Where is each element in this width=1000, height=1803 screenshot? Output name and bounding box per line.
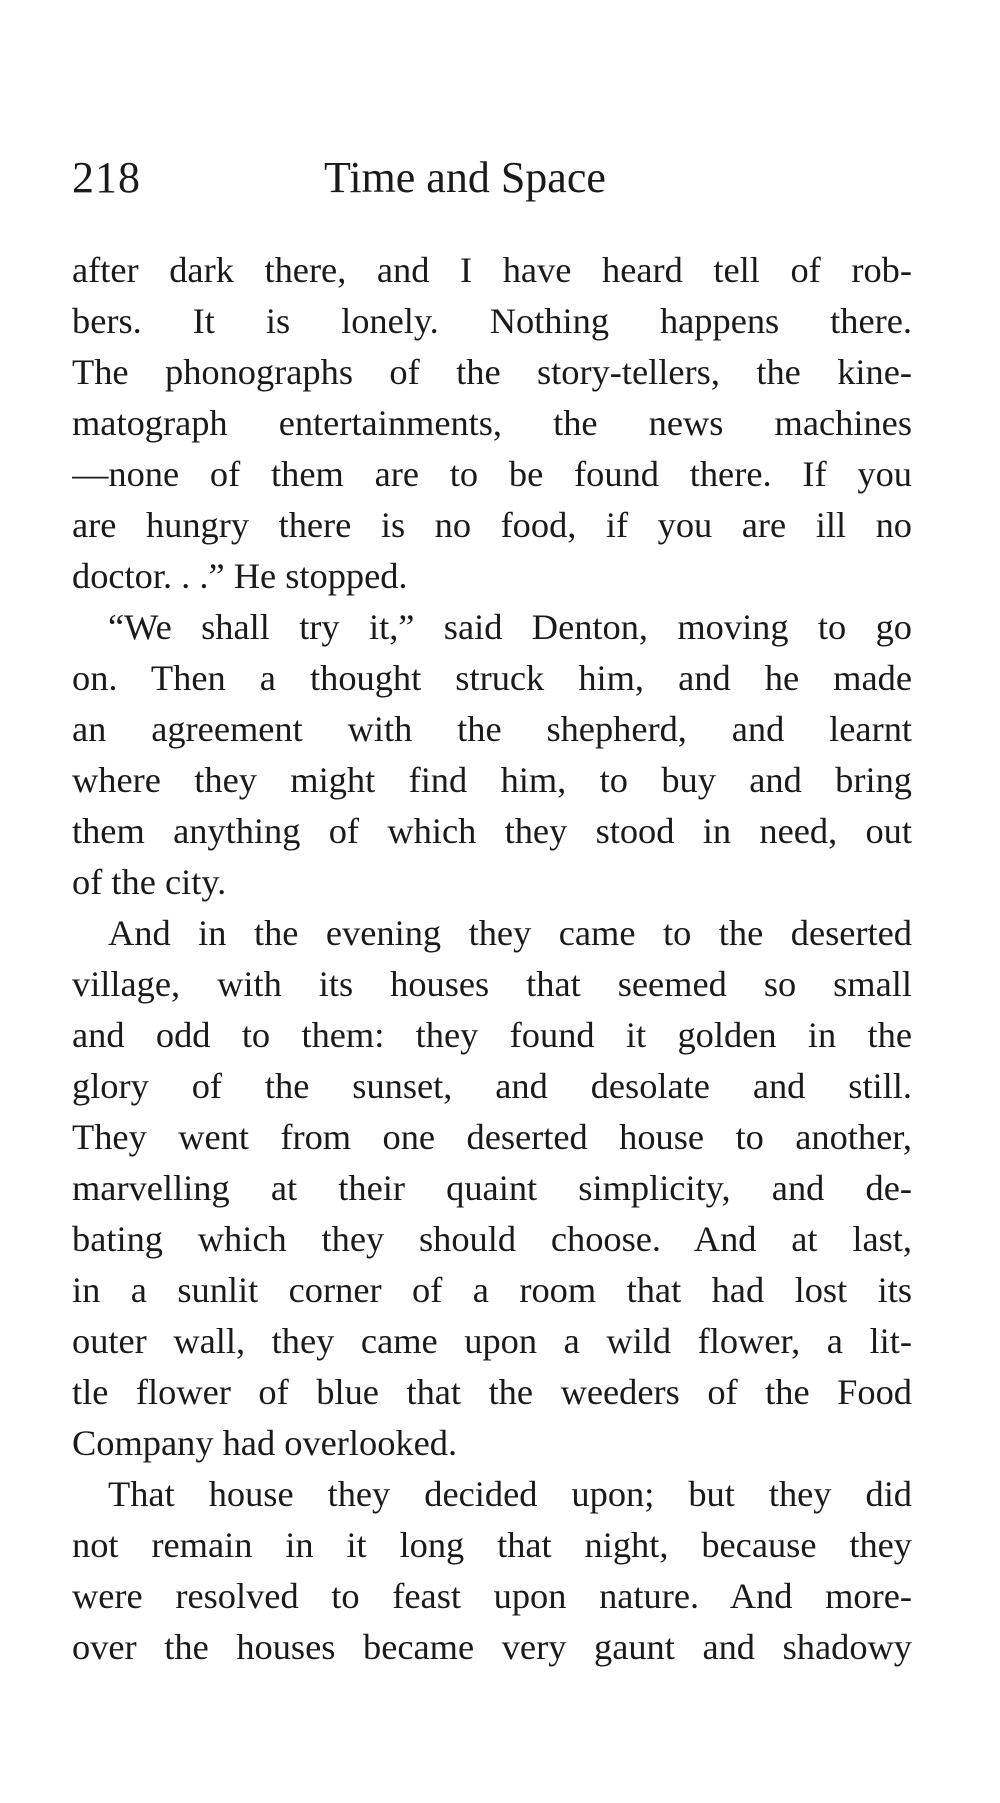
- text-line: an agreement with the shepherd, and learnt: [72, 709, 912, 749]
- text-line: tle flower of blue that the weeders of the Food: [72, 1372, 912, 1412]
- text-line: That house they decided upon; but they did: [108, 1474, 912, 1514]
- text-line: and odd to them: they found it golden in the: [72, 1015, 912, 1055]
- text-line: outer wall, they came upon a wild flower, a lit-: [72, 1321, 912, 1361]
- body-text: [72, 245, 912, 1673]
- text-line: bating which they should choose. And at last,: [72, 1219, 912, 1259]
- text-line: are hungry there is no food, if you are ill no: [72, 505, 912, 545]
- text-line: were resolved to feast upon nature. And more-: [72, 1576, 912, 1616]
- text-line: where they might find him, to buy and bring: [72, 760, 912, 800]
- paragraph-3: [72, 908, 912, 1469]
- text-line: on. Then a thought struck him, and he made: [72, 658, 912, 698]
- text-line: of the city.: [72, 862, 227, 902]
- text-line: not remain in it long that night, because they: [72, 1525, 912, 1565]
- text-line: them anything of which they stood in need, out: [72, 811, 912, 851]
- text-line: Company had overlooked.: [72, 1423, 458, 1463]
- text-line: after dark there, and I have heard tell of rob-: [72, 250, 912, 290]
- text-line: over the houses became very gaunt and shadowy: [72, 1627, 912, 1667]
- text-line: The phonographs of the story-tellers, the kine-: [72, 352, 912, 392]
- page-number: 218: [72, 153, 141, 202]
- text-line: They went from one deserted house to another,: [72, 1117, 912, 1157]
- text-line: —none of them are to be found there. If you: [72, 454, 912, 494]
- text-line: village, with its houses that seemed so small: [72, 964, 912, 1004]
- paragraph-2: [72, 602, 912, 908]
- text-line: bers. It is lonely. Nothing happens there.: [72, 301, 912, 341]
- text-line: marvelling at their quaint simplicity, and de-: [72, 1168, 912, 1208]
- paragraph-1: [72, 245, 912, 602]
- text-line: in a sunlit corner of a room that had lost its: [72, 1270, 912, 1310]
- text-line: matograph entertainments, the news machines: [72, 403, 912, 443]
- text-line: And in the evening they came to the deserted: [108, 913, 912, 953]
- running-title: Time and Space: [324, 153, 606, 202]
- text-line: doctor. . .” He stopped.: [72, 556, 408, 596]
- text-line: glory of the sunset, and desolate and still.: [72, 1066, 912, 1106]
- paragraph-4: [72, 1469, 912, 1673]
- page-header: [72, 148, 912, 208]
- text-line: “We shall try it,” said Denton, moving to go: [108, 607, 912, 647]
